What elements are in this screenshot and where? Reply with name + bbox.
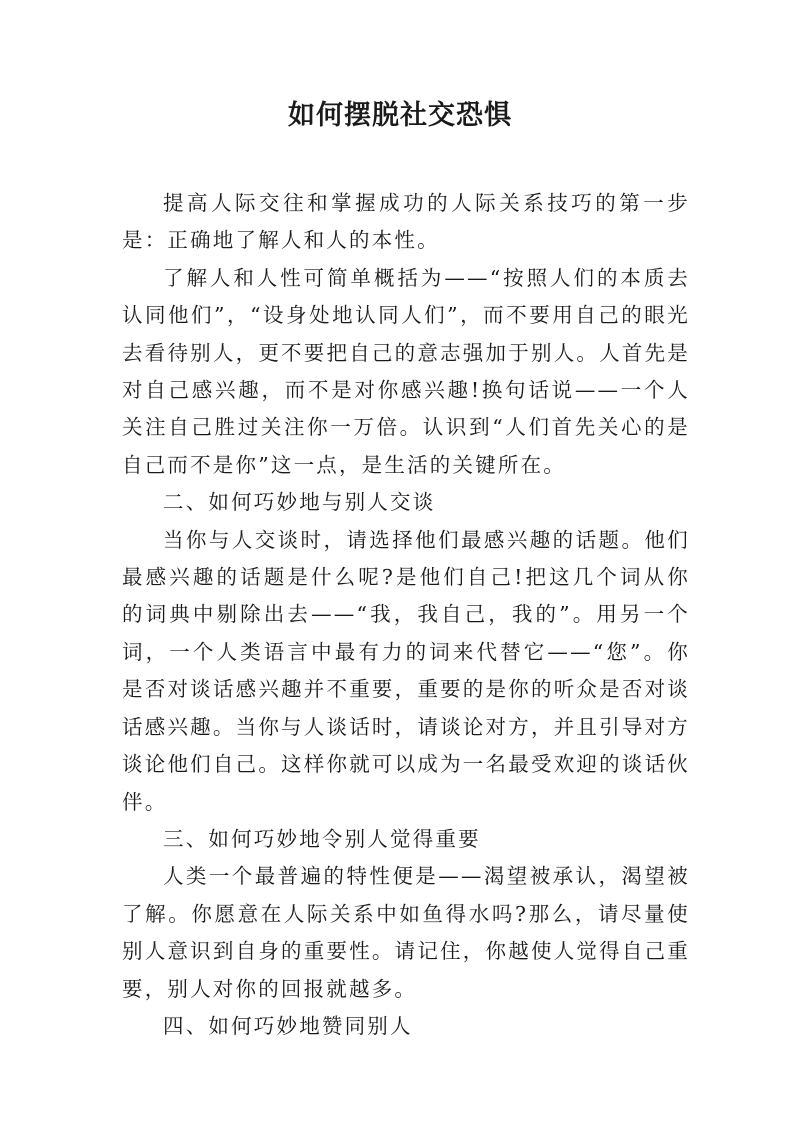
section-heading-importance: 三、如何巧妙地令别人觉得重要 (163, 826, 481, 851)
section-heading-agreement: 四、如何巧妙地赞同别人 (163, 1013, 413, 1038)
document-body (122, 185, 690, 1045)
paragraph-importance: 人类一个最普遍的特性便是——渴望被承认，渴望被了解。你愿意在人际关系中如鱼得水吗?那么，请尽量使别人意识到自身的重要性。请记住，你越使人觉得自己重要，别人对你的回报就越多。 (122, 864, 690, 1001)
paragraph-conversation: 当你与人交谈时，请选择他们最感兴趣的话题。他们最感兴趣的话题是什么呢?是他们自己!把这几个词从你的词典中剔除出去——“我，我自己，我的”。用另一个词，一个人类语言中最有力的词来代替它——“您”。你是否对谈话感兴趣并不重要，重要的是你的听众是否对谈话感兴趣。当你与人谈话时，请谈论对方，并且引导对方谈论他们自己。这样你就可以成为一名最受欢迎的谈话伙伴。 (122, 527, 690, 814)
paragraph-intro: 提高人际交往和掌握成功的人际关系技巧的第一步是：正确地了解人和人的本性。 (122, 191, 690, 253)
page-title: 如何摆脱社交恐惧 (288, 100, 512, 131)
paragraph-human-nature: 了解人和人性可简单概括为——“按照人们的本质去认同他们”，“设身处地认同人们”，而不要用自己的眼光去看待别人，更不要把自己的意志强加于别人。人首先是对自己感兴趣，而不是对你感兴趣!换句话说——一个人关注自己胜过关注你一万倍。认识到“人们首先关心的是自己而不是你”这一点，是生活的关键所在。 (122, 265, 690, 477)
section-heading-conversation: 二、如何巧妙地与别人交谈 (163, 490, 436, 515)
